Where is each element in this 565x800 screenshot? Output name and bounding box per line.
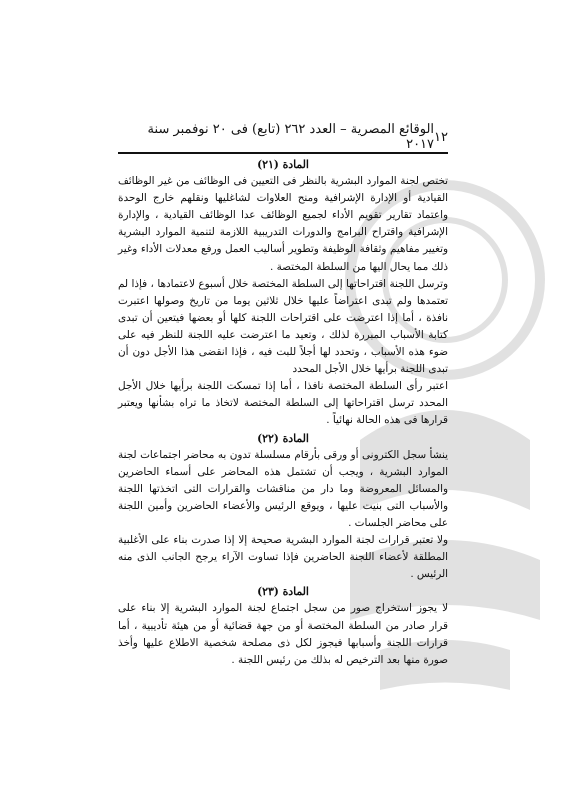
- article-22-title: المادة (٢٢): [257, 431, 309, 445]
- header-divider: [118, 152, 448, 154]
- running-title: الوقائع المصرية – العدد ٢٦٢ (تابع) فى ٢٠ نوفمبر سنة ٢٠١٧: [147, 122, 435, 152]
- page-body: [118, 156, 448, 669]
- article-21-paragraph-3: اعتبر رأى السلطة المختصة نافذا ، أما إذا تمسكت اللجنة برأيها خلال الأجل المحدد ترسل اقتراحاتها إلى السلطة المختصة لاتخاذ ما تراه بشأنها ويعتبر قرارها فى هذه الحالة نهائياً .: [118, 380, 448, 427]
- article-21-paragraph-2: وترسل اللجنة اقتراحاتها إلى السلطة المختصة خلال أسبوع لاعتمادها ، فإذا لم تعتمدها ولم تبدى اعتراضاً عليها خلال ثلاثين يوما من تاريخ وصولها اعتبرت نافذة ، أما إذا اعترضت على اقتراحات اللجنة كلها أو بعضها فيتعين أن تبدى كتابة الأسباب المبررة لذلك ، وتعيد ما اعترضت عليه اللجنة للنظر فيه على ضوء هذه الأسباب ، وتحدد لها أجلاً للبت فيه ، فإذا انقضى هذا الأجل دون أن تبدى اللجنة برأيها خلال الأجل المحدد: [118, 277, 448, 376]
- article-22-paragraph-2: ولا تعتبر قرارات لجنة الموارد البشرية صحيحة إلا إذا صدرت بناء على الأغلبية المطلقة لأعضاء اللجنة الحاضرين فإذا تساوت الآراء يرجح الجانب الذى منه الرئيس .: [118, 534, 448, 581]
- page-number: ١٢: [434, 129, 448, 145]
- article-21-title: المادة (٢١): [257, 158, 309, 171]
- article-23-paragraph-1: لا يجوز استخراج صور من سجل اجتماع لجنة الموارد البشرية إلا بناء على قرار صادر من السلطة المختصة أو من جهة قضائية أو من هيئة تأديبية ، أما قرارات اللجنة وأسبابها فيجوز لكل ذى مصلحة شخصية الاطلاع عليها وأخذ صورة منها بعد الترخيص له بذلك من رئيس اللجنة .: [118, 602, 448, 666]
- article-21-paragraph-1: تختص لجنة الموارد البشرية بالنظر فى التعيين فى الوظائف من غير الوظائف القيادية أو الإدارة الإشرافية ومنح العلاوات لشاغليها ونقلهم خارج الوحدة واعتماد تقارير تقويم الأداء لجميع الوظائف عدا الوظائف القيادية ، والإدارة الإشرافية واقتراح البرامج والدورات التدريبية اللازمة لتنمية الموارد البشرية وتغيير مفاهيم وثقافة الوظيفة وتطوير أساليب العمل ورفع معدلات الأداء وغير ذلك مما يحال اليها من السلطة المختصة .: [118, 175, 448, 273]
- article-22-paragraph-1: ينشأ سجل الكترونى أو ورقى بأرقام مسلسلة تدون به محاضر اجتماعات لجنة الموارد البشرية ، ويجب أن تشتمل هذه المحاضر على أسماء الحاضرين والمسائل المعروضة وما دار من مناقشات والقرارات التى اتخذتها اللجنة والأسباب التى بنيت عليها ، ويوقع الرئيس والأعضاء الحاضرين وأمين اللجنة على محاضر الجلسات .: [118, 448, 448, 529]
- article-23-title: المادة (٢٣): [257, 585, 309, 599]
- running-header: [118, 122, 448, 152]
